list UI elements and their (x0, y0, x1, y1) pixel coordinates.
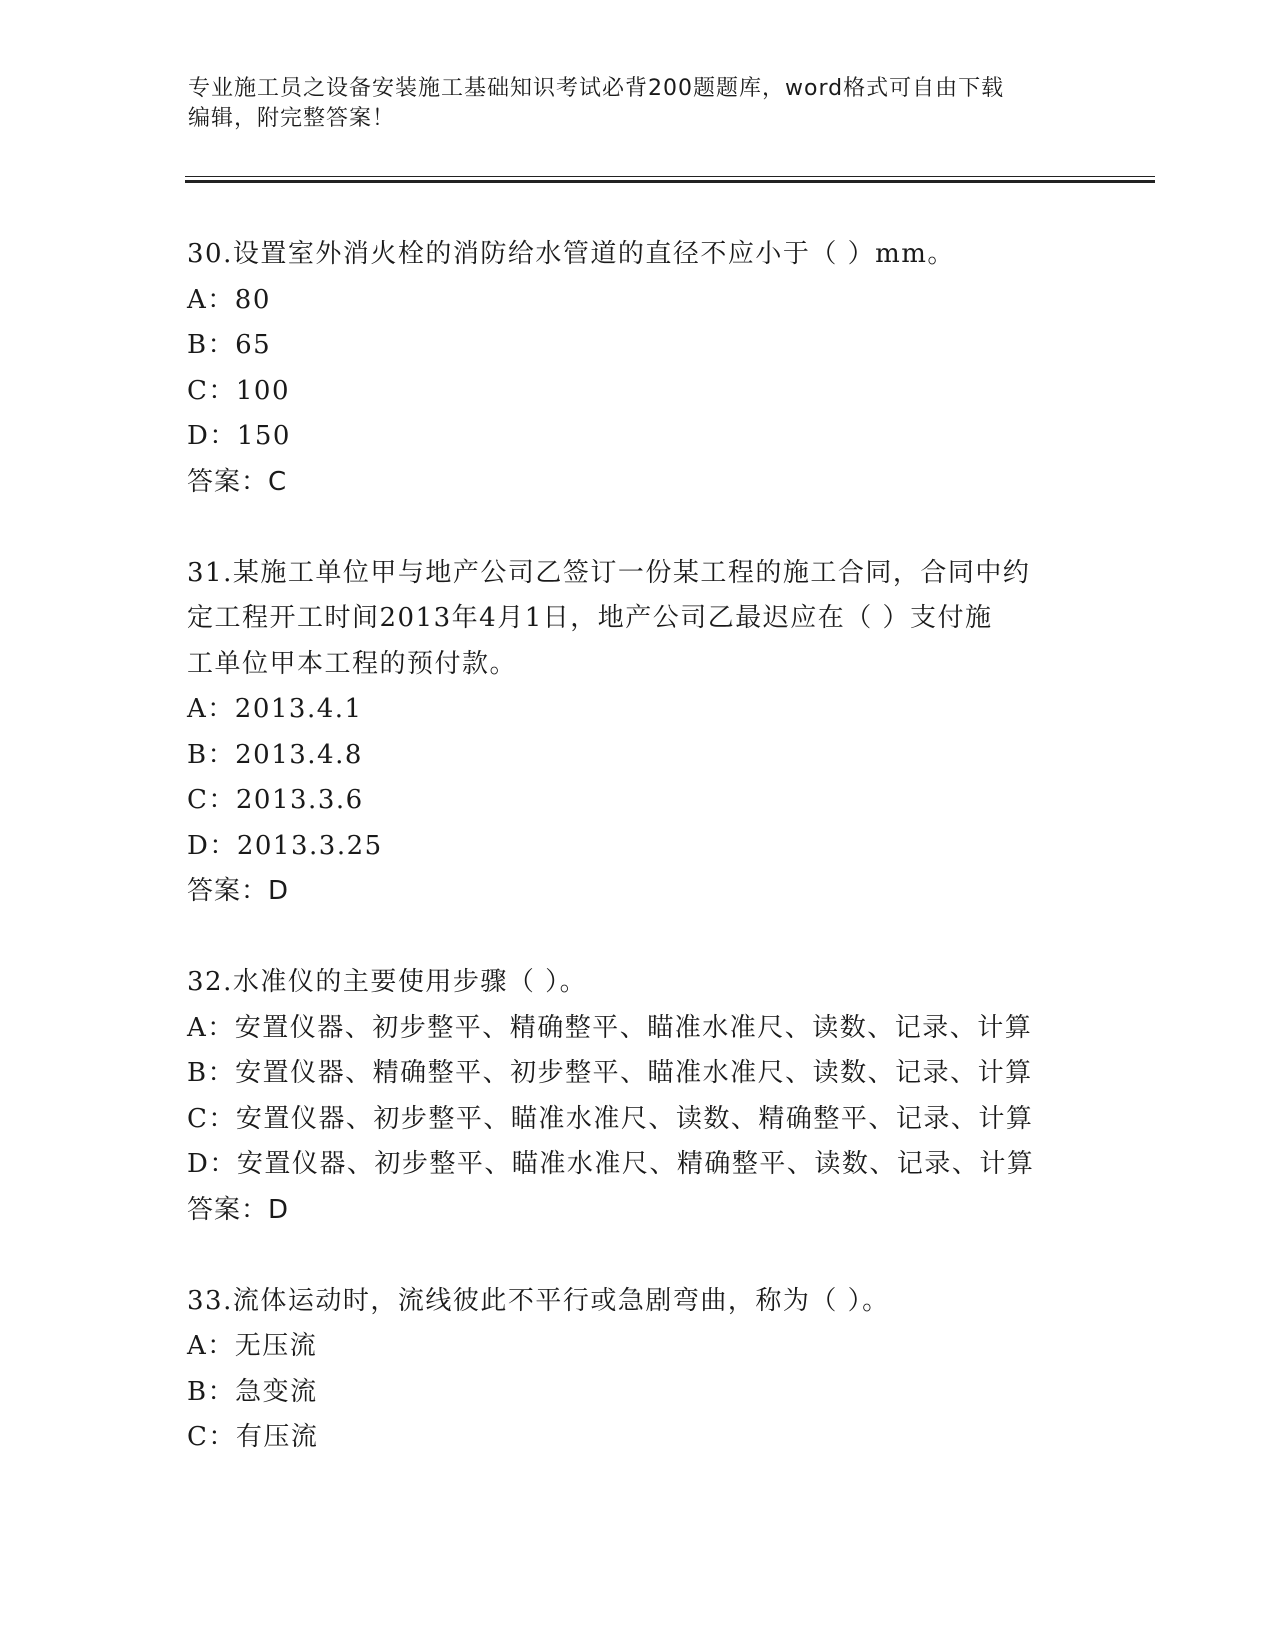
option-a: A：80 (187, 284, 271, 315)
question-list (187, 232, 1087, 1461)
question-32 (187, 960, 1087, 1233)
question-spacer (187, 915, 1087, 961)
question-stem: 32.水准仪的主要使用步骤（ ）。 (187, 967, 588, 997)
option-a: A：2013.4.1 (187, 694, 363, 724)
question-31 (187, 551, 1087, 915)
option-c: C：安置仪器、初步整平、瞄准水准尺、读数、精确整平、记录、计算 (187, 1103, 1034, 1134)
question-30 (187, 232, 1087, 505)
answer: 答案：C (187, 466, 288, 497)
option-c: C：2013.3.6 (187, 785, 364, 815)
question-33 (187, 1279, 1087, 1461)
header-line-1: 专业施工员之设备安装施工基础知识考试必背200题题库，word格式可自由下载 (188, 76, 1005, 101)
question-stem: 33.流体运动时，流线彼此不平行或急剧弯曲，称为（ ）。 (187, 1285, 890, 1316)
question-spacer (187, 505, 1087, 551)
option-c: C：100 (187, 375, 291, 406)
option-d: D：150 (187, 421, 291, 451)
answer: 答案：D (187, 876, 290, 906)
option-b: B：急变流 (187, 1376, 318, 1407)
question-spacer (187, 1233, 1087, 1279)
answer: 答案：D (187, 1194, 290, 1225)
option-b: B：2013.4.8 (187, 739, 363, 770)
question-stem: 31.某施工单位甲与地产公司乙签订一份某工程的施工合同，合同中约 (187, 557, 1031, 588)
option-d: D：安置仪器、初步整平、瞄准水准尺、精确整平、读数、记录、计算 (187, 1149, 1035, 1179)
option-a: A：安置仪器、初步整平、精确整平、瞄准水准尺、读数、记录、计算 (187, 1012, 1033, 1043)
option-d: D：2013.3.25 (187, 830, 383, 861)
question-stem: 工单位甲本工程的预付款。 (187, 648, 518, 679)
header-line-2: 编辑，附完整答案！ (188, 106, 396, 131)
option-a: A：无压流 (187, 1331, 318, 1361)
header-divider-thick (185, 180, 1155, 183)
option-b: B：安置仪器、精确整平、初步整平、瞄准水准尺、读数、记录、计算 (187, 1058, 1033, 1088)
option-c: C：有压流 (187, 1422, 319, 1452)
question-stem: 30.设置室外消火栓的消防给水管道的直径不应小于（ ）mm。 (187, 239, 955, 269)
document-header (188, 74, 1068, 134)
option-b: B：65 (187, 330, 272, 360)
header-divider-thin (185, 176, 1155, 177)
question-stem: 定工程开工时间2013年4月1日，地产公司乙最迟应在（ ）支付施 (187, 603, 993, 633)
